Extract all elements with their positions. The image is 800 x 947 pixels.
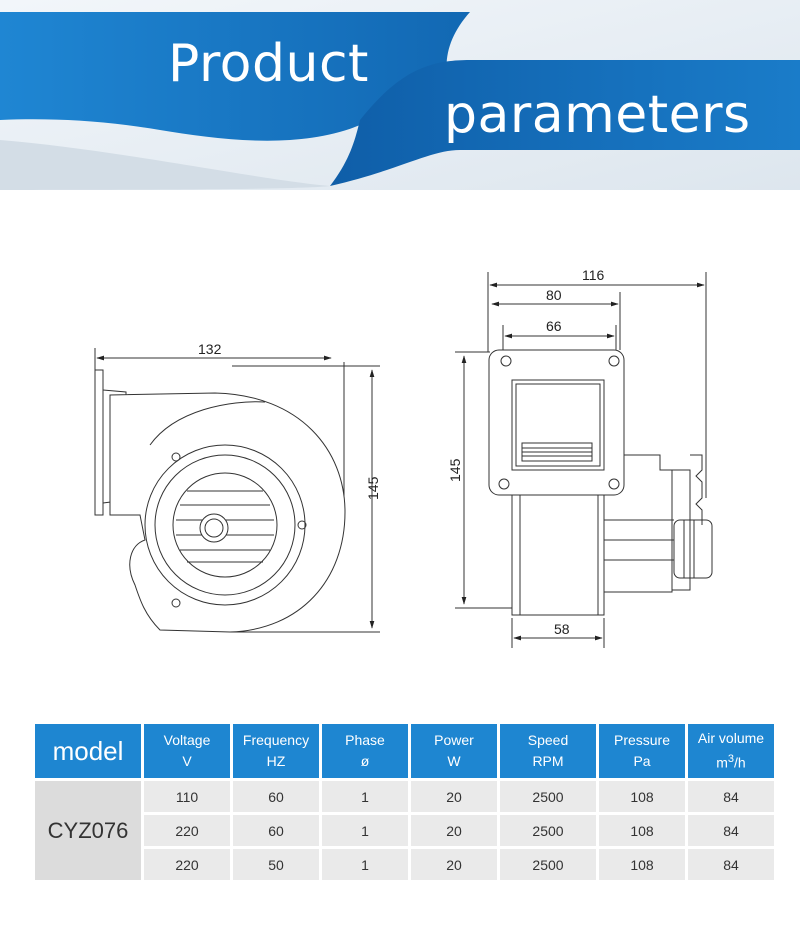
header-phase-name: Phase [345, 732, 385, 748]
table-cell: 84 [688, 815, 774, 846]
model-cell: CYZ076 [35, 781, 141, 880]
banner [0, 0, 800, 190]
side-bottom-dim: 58 [554, 621, 570, 637]
header-speed-name: Speed [527, 732, 569, 748]
header-pressure-name: Pressure [613, 732, 671, 748]
header-pressure [599, 724, 685, 778]
header-speed [500, 724, 596, 778]
front-height-dim: 145 [365, 476, 381, 500]
header-voltage [144, 724, 230, 778]
header-phase [322, 724, 408, 778]
side-inner-dim: 66 [546, 318, 562, 334]
header-voltage-name: Voltage [163, 732, 211, 748]
table-cell: 20 [411, 815, 497, 846]
side-view [455, 272, 712, 648]
table-cell: 108 [599, 815, 685, 846]
table-cell: 84 [688, 849, 774, 880]
table-cell: 50 [233, 849, 319, 880]
header-air-volume-unit-tail: /h [734, 754, 746, 771]
table-cell: 60 [233, 815, 319, 846]
table-cell: 108 [599, 849, 685, 880]
header-air-volume-name: Air volume [697, 730, 765, 747]
header-speed-unit: RPM [532, 753, 564, 769]
table-cell: 60 [233, 781, 319, 812]
header-power [411, 724, 497, 778]
header-frequency-name: Frequency [242, 732, 310, 748]
side-height-dim: 145 [447, 458, 463, 482]
table-row [35, 781, 774, 812]
header-model: model [35, 724, 141, 778]
header-power-unit: W [447, 753, 461, 769]
header-power-name: Power [434, 732, 474, 748]
front-view [95, 348, 380, 632]
table-cell: 20 [411, 781, 497, 812]
table-header-row [35, 724, 774, 778]
spec-table [32, 721, 777, 883]
header-voltage-unit: V [182, 753, 192, 769]
header-pressure-unit: Pa [633, 753, 651, 769]
table-cell: 1 [322, 815, 408, 846]
table-cell: 108 [599, 781, 685, 812]
header-air-volume-unit-base: m [716, 754, 728, 771]
table-cell: 1 [322, 849, 408, 880]
table-row [35, 849, 774, 880]
table-cell: 84 [688, 781, 774, 812]
table-cell: 110 [144, 781, 230, 812]
table-cell: 1 [322, 781, 408, 812]
banner-title-line1: Product [168, 34, 369, 94]
header-air-volume [688, 724, 774, 778]
header-frequency [233, 724, 319, 778]
table-cell: 2500 [500, 781, 596, 812]
front-width-dim: 132 [198, 341, 222, 357]
table-cell: 2500 [500, 815, 596, 846]
header-air-volume-unit-sup: 3 [727, 753, 735, 766]
header-phase-unit: ø [360, 753, 370, 769]
table-row [35, 815, 774, 846]
technical-drawing [0, 250, 800, 660]
table-cell: 2500 [500, 849, 596, 880]
side-mid-dim: 80 [546, 287, 562, 303]
table-cell: 20 [411, 849, 497, 880]
side-outer-dim: 116 [582, 267, 605, 283]
header-frequency-unit: HZ [266, 753, 286, 769]
table-cell: 220 [144, 815, 230, 846]
banner-title-line2: parameters [444, 85, 751, 145]
table-cell: 220 [144, 849, 230, 880]
